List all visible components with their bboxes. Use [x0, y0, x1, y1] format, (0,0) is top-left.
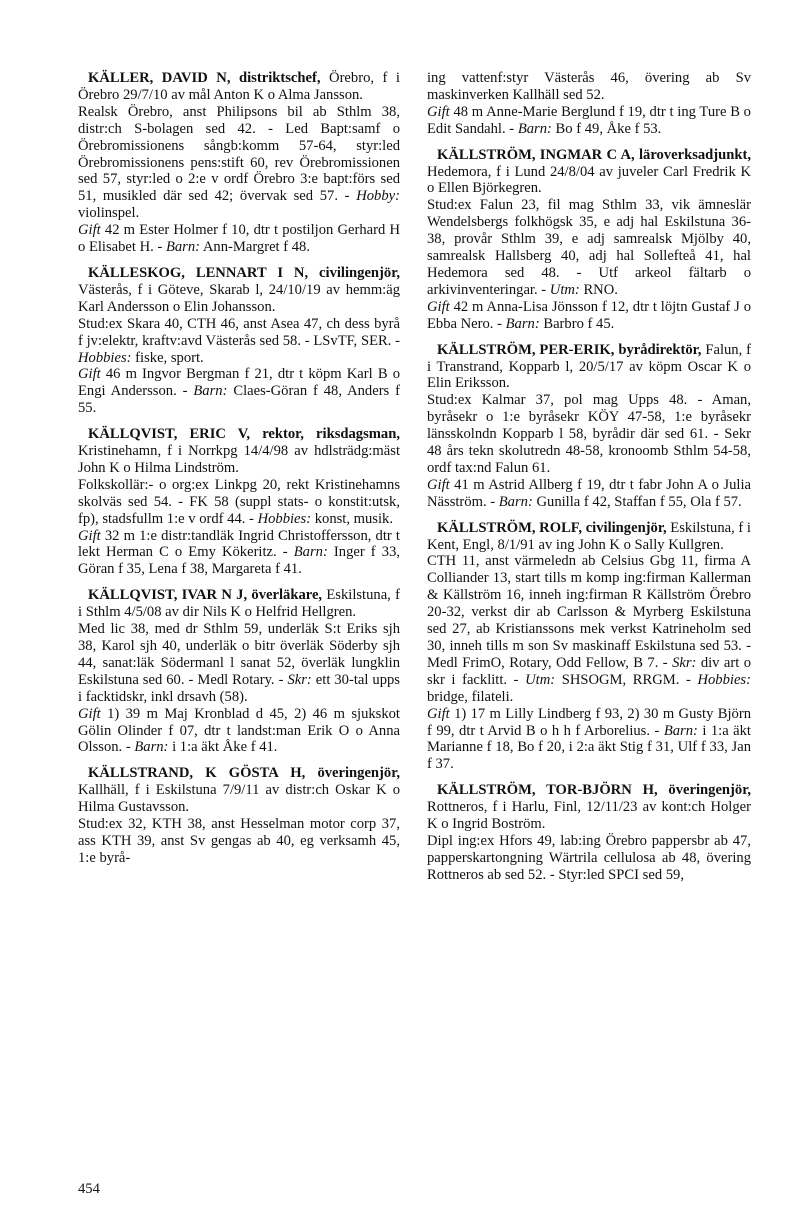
- entry-gift: 46 m Ingvor Bergman f 21, dtr t köpm Karl B o Engi Andersson. -: [78, 366, 400, 400]
- entry-career-paragraph: [427, 553, 751, 705]
- entry-career-paragraph: [78, 104, 400, 222]
- entry-name: KÄLLER, DAVID N,: [88, 70, 231, 86]
- hobby-label: Hobbies:: [78, 349, 132, 366]
- entry-title: rektor, riksdagsman,: [262, 426, 400, 443]
- entry-career-paragraph: [78, 621, 400, 706]
- entry-kallstrom-tor-bjorn: [427, 782, 751, 883]
- page-number: 454: [78, 1181, 100, 1197]
- entry-title: överingenjör,: [317, 765, 400, 782]
- entry-barn: Claes-Göran f 48, Anders f 55.: [78, 383, 400, 417]
- entry-intro: Eskilstuna, f i Sthlm 4/5/08 av dir Nils K o Helfrid Hellgren.: [78, 587, 400, 621]
- entry-title: överläkare,: [251, 587, 323, 604]
- entry-header: [78, 426, 400, 477]
- entry-title: byrådirektör,: [618, 341, 702, 358]
- entry-utm: SHSOGM, RRGM. -: [561, 671, 691, 688]
- barn-label: Barn:: [663, 722, 698, 739]
- entry-gift: 48 m Anne-Marie Berglund f 19, dtr t ing Ture B o Edit Sandahl. -: [427, 103, 751, 137]
- entry-career: Stud:ex Skara 40, CTH 46, anst Asea 47, ch dess byrå f jv:elektr, kraftv:avd Västerås sed 58. - LSvTF, SER. -: [78, 315, 400, 349]
- utm-label: Utm:: [525, 671, 556, 688]
- entry-skr: ett 30-tal upps i facktidskr, inkl drsavh (58).: [78, 671, 400, 705]
- entry-barn: Bo f 49, Åke f 53.: [555, 120, 662, 137]
- entry-name: KÄLLSTRÖM, PER-ERIK,: [437, 341, 615, 358]
- skr-label: Skr:: [287, 671, 312, 688]
- hobby-label: Hobby:: [356, 188, 400, 205]
- entry-header: [78, 765, 400, 816]
- entry-gift: 32 m 1:e distr:tandläk Ingrid Christoffersson, dtr t lekt Herman C o Emy Kökeritz. -: [78, 527, 400, 561]
- entry-intro: Eskilstuna, f i Kent, Engl, 8/1/91 av ing John K o Sally Kullgren.: [427, 519, 751, 553]
- utm-label: Utm:: [549, 281, 580, 298]
- barn-label: Barn:: [505, 315, 540, 332]
- entry-name: KÄLLSTRÖM, TOR-BJÖRN H,: [437, 782, 658, 799]
- barn-label: Barn:: [165, 239, 201, 256]
- entry-career-paragraph: [427, 197, 751, 298]
- entry-career: Folkskollär:- o org:ex Linkpg 20, rekt Kristinehamns skolväs sed 54. - FK 58 (suppl stats- o konstit:utsk, fp), stadsfullm 1:e v ordf 44. -: [78, 476, 400, 527]
- entry-kallstrand-gosta: [78, 765, 400, 866]
- left-column: [78, 70, 400, 876]
- gift-label: Gift: [78, 527, 101, 544]
- entry-career: Stud:ex Kalmar 37, pol mag Upps 48. - Aman, byråsekr o 1:e byråsekr KÖY 47-58, 1:e byråsekr länsskolndn Kopparb l 58, byrådir där sed 61. - Sekr 48 års tekn skolutredn 48-58, kronoomb Sthlm 54-58, ordf tax:nd Falun 61.: [427, 392, 751, 476]
- entry-family-paragraph: [78, 222, 400, 256]
- entry-gift: 42 m Anna-Lisa Jönsson f 12, dtr t löjtn Gustaf J o Ebba Nero. -: [427, 298, 751, 332]
- entry-kallqvist-eric: [78, 426, 400, 578]
- entry-name: KÄLLQVIST, IVAR N J,: [88, 587, 248, 604]
- skr-label: Skr:: [672, 654, 697, 671]
- entry-kaller-david: [78, 70, 400, 256]
- entry-kallqvist-ivar: [78, 587, 400, 756]
- entry-barn: i 1:a äkt Åke f 41.: [172, 739, 278, 756]
- entry-career: Med lic 38, med dr Sthlm 59, underläk S:t Eriks sjh 38, Karol sjh 40, underläk o bitr överläk Söderby sjh 44, sanat:läk Södermanl l sanat 52, överläk lungklin Eskilstuna sed 60. - Medl Rotary. -: [78, 621, 400, 688]
- gift-label: Gift: [78, 366, 101, 383]
- entry-career-paragraph: [427, 833, 751, 884]
- entry-name: KÄLLESKOG, LENNART I N,: [88, 264, 309, 281]
- entry-career-paragraph: [78, 477, 400, 528]
- entry-hobby: konst, musik.: [314, 510, 393, 527]
- hobby-label: Hobbies:: [697, 671, 751, 688]
- entry-header: [427, 782, 751, 833]
- entry-header: [427, 147, 751, 198]
- right-column: [427, 70, 751, 893]
- barn-label: Barn:: [293, 544, 328, 561]
- barn-label: Barn:: [498, 493, 533, 510]
- entry-career-paragraph: [78, 316, 400, 367]
- entry-intro: Kristinehamn, f i Norrkpg 14/4/98 av hdlsträdg:mäst John K o Hilma Lindström.: [78, 443, 400, 476]
- entry-title: läroverksadjunkt,: [638, 146, 752, 163]
- entry-family-paragraph: [78, 706, 400, 757]
- gift-label: Gift: [427, 705, 450, 722]
- gift-label: Gift: [427, 298, 450, 315]
- barn-label: Barn:: [134, 739, 169, 756]
- entry-barn: Barbro f 45.: [543, 315, 615, 332]
- entry-career: CTH 11, anst värmeledn ab Celsius Gbg 11, firma A Colliander 13, start tills m komp ing:firman Kallerman & Källström 16, inneh ing:firman R Källström Örebro 20-32, verkst dir ab Carlsson & Myrberg Eskilstuna sed 27, ab Kristianssons mek verkst Katrineholm sed 30, inneh tills m son Sv maskinaff Eskilstuna sed 53. - Medl FrimO, Rotary, Odd Fellow, B 7. -: [427, 553, 751, 671]
- entry-title: distriktschef,: [239, 70, 321, 86]
- gift-label: Gift: [78, 222, 101, 239]
- entry-career: Realsk Örebro, anst Philipsons bil ab Sthlm 38, distr:ch S-bolagen sed 42. - Led Bapt:samf o Örebromissionens sångb:komm 57-64, styr:led Örebromissionens pens:stift 60, rev Örebromissionen sed 57, styr:led o 2:e v ordf Örebro 3:e bapt:förs sed 51, musikled där sed 42; övervak sed 57. -: [78, 103, 400, 205]
- entry-title: civilingenjör,: [319, 264, 400, 281]
- entry-hobby: bridge, filateli.: [427, 688, 514, 705]
- entry-kallstrom-per-erik: [427, 342, 751, 511]
- entry-career-paragraph: [427, 392, 751, 477]
- entry-utm: RNO.: [583, 281, 618, 298]
- entry-title: civilingenjör,: [585, 519, 667, 536]
- entry-intro: Kallhäll, f i Eskilstuna 7/9/11 av distr:ch Oskar K o Hilma Gustavsson.: [78, 782, 400, 816]
- gift-label: Gift: [78, 705, 101, 722]
- entry-career: Dipl ing:ex Hfors 49, lab:ing Örebro pappersbr ab 47, papperskartongning Wärtrila cellulosa ab 48, övering Rottneros ab sed 52. - Styr:led SPCI sed 59,: [427, 832, 751, 883]
- entry-intro: Västerås, f i Göteve, Skarab l, 24/10/19 av hemm:äg Karl Andersson o Elin Johansson.: [78, 281, 400, 315]
- entry-intro: Rottneros, f i Harlu, Finl, 12/11/23 av kont:ch Holger K o Ingrid Boström.: [427, 799, 751, 833]
- entry-career: ing vattenf:styr Västerås 46, övering ab Sv maskinverken Kallhäll sed 52.: [427, 70, 751, 103]
- entry-gift: 1) 17 m Lilly Lindberg f 93, 2) 30 m Gusty Björn f 99, dtr t Arvid B o h h f Arborelius. -: [427, 705, 751, 739]
- entry-title: överingenjör,: [668, 782, 751, 799]
- barn-label: Barn:: [517, 120, 552, 137]
- entry-family-paragraph: [78, 366, 400, 417]
- entry-header: [78, 70, 400, 104]
- entry-family-paragraph: [427, 477, 751, 511]
- entry-barn: Inger f 33, Göran f 35, Lena f 38, Margareta f 41.: [78, 544, 401, 578]
- entry-header: [78, 587, 400, 621]
- entry-career: Stud:ex 32, KTH 38, anst Hesselman motor corp 37, ass KTH 39, anst Sv gengas ab 40, eg verksamh 45, 1:e byrå-: [78, 816, 400, 866]
- entry-skr: div art o skr i facklitt. -: [427, 654, 751, 688]
- entry-family-paragraph: [427, 299, 751, 333]
- entry-hobby: fiske, sport.: [135, 349, 204, 366]
- entry-career: Stud:ex Falun 23, fil mag Sthlm 33, vik ämneslär Wendelsbergs folkhögsk 35, e adj hal Eskilstuna 36-38, provår Sthlm 39, e adj samrealsk Mjölby 40, samrealsk Hallsberg 40, adj hal Sollefteå 41, hal Hedemora sed 48. - Utf arkeol fältarb o arkivinventeringar. -: [427, 197, 751, 298]
- entry-name: KÄLLQVIST, ERIC V,: [88, 426, 251, 443]
- entry-gift: 1) 39 m Maj Kronblad d 45, 2) 46 m sjukskot Gölin Olinder f 07, dtr t landst:man Erik O o Anna Olsson. -: [78, 705, 400, 756]
- entry-header: [427, 520, 751, 554]
- entry-name: KÄLLSTRÖM, ROLF,: [437, 519, 583, 536]
- entry-intro: Örebro, f i Örebro 29/7/10 av mål Anton K o Alma Jansson.: [78, 70, 400, 103]
- entry-header: [427, 342, 751, 393]
- entry-hobby: violinspel.: [78, 205, 140, 222]
- entry-name: KÄLLSTRÖM, INGMAR C A,: [437, 146, 635, 163]
- entry-intro: Hedemora, f i Lund 24/8/04 av juveler Carl Fredrik K o Ellen Björkegren.: [427, 163, 751, 197]
- entry-gift: 41 m Astrid Allberg f 19, dtr t fabr John A o Julia Näsström. -: [427, 476, 751, 510]
- entry-career-paragraph: [78, 816, 400, 867]
- gift-label: Gift: [427, 103, 450, 120]
- entry-kallstrand-continuation: [427, 70, 751, 138]
- entry-family-paragraph: [427, 706, 751, 774]
- entry-kalleskog-lennart: [78, 265, 400, 417]
- entry-barn: i 1:a äkt Marianne f 18, Bo f 20, i 2:a äkt Stig f 31, Ulf f 33, Jan f 37.: [427, 722, 751, 773]
- entry-family-paragraph: [78, 528, 400, 579]
- entry-kallstrom-ingmar: [427, 147, 751, 333]
- entry-header: [78, 265, 400, 316]
- entry-barn: Gunilla f 42, Staffan f 55, Ola f 57.: [536, 493, 742, 510]
- gift-label: Gift: [427, 476, 450, 493]
- entry-barn: Ann-Margret f 48.: [202, 239, 311, 256]
- entry-gift: 42 m Ester Holmer f 10, dtr t postiljon Gerhard H o Elisabet H. -: [78, 222, 400, 256]
- entry-career-paragraph: [427, 70, 751, 104]
- entry-name: KÄLLSTRAND, K GÖSTA H,: [88, 765, 306, 782]
- barn-label: Barn:: [193, 383, 228, 400]
- hobby-label: Hobbies:: [257, 510, 312, 527]
- entry-family-paragraph: [427, 104, 751, 138]
- entry-intro: Falun, f i Transtrand, Kopparb l, 20/5/17 av köpm Oscar K o Elin Eriksson.: [427, 341, 751, 392]
- entry-kallstrom-rolf: [427, 520, 751, 774]
